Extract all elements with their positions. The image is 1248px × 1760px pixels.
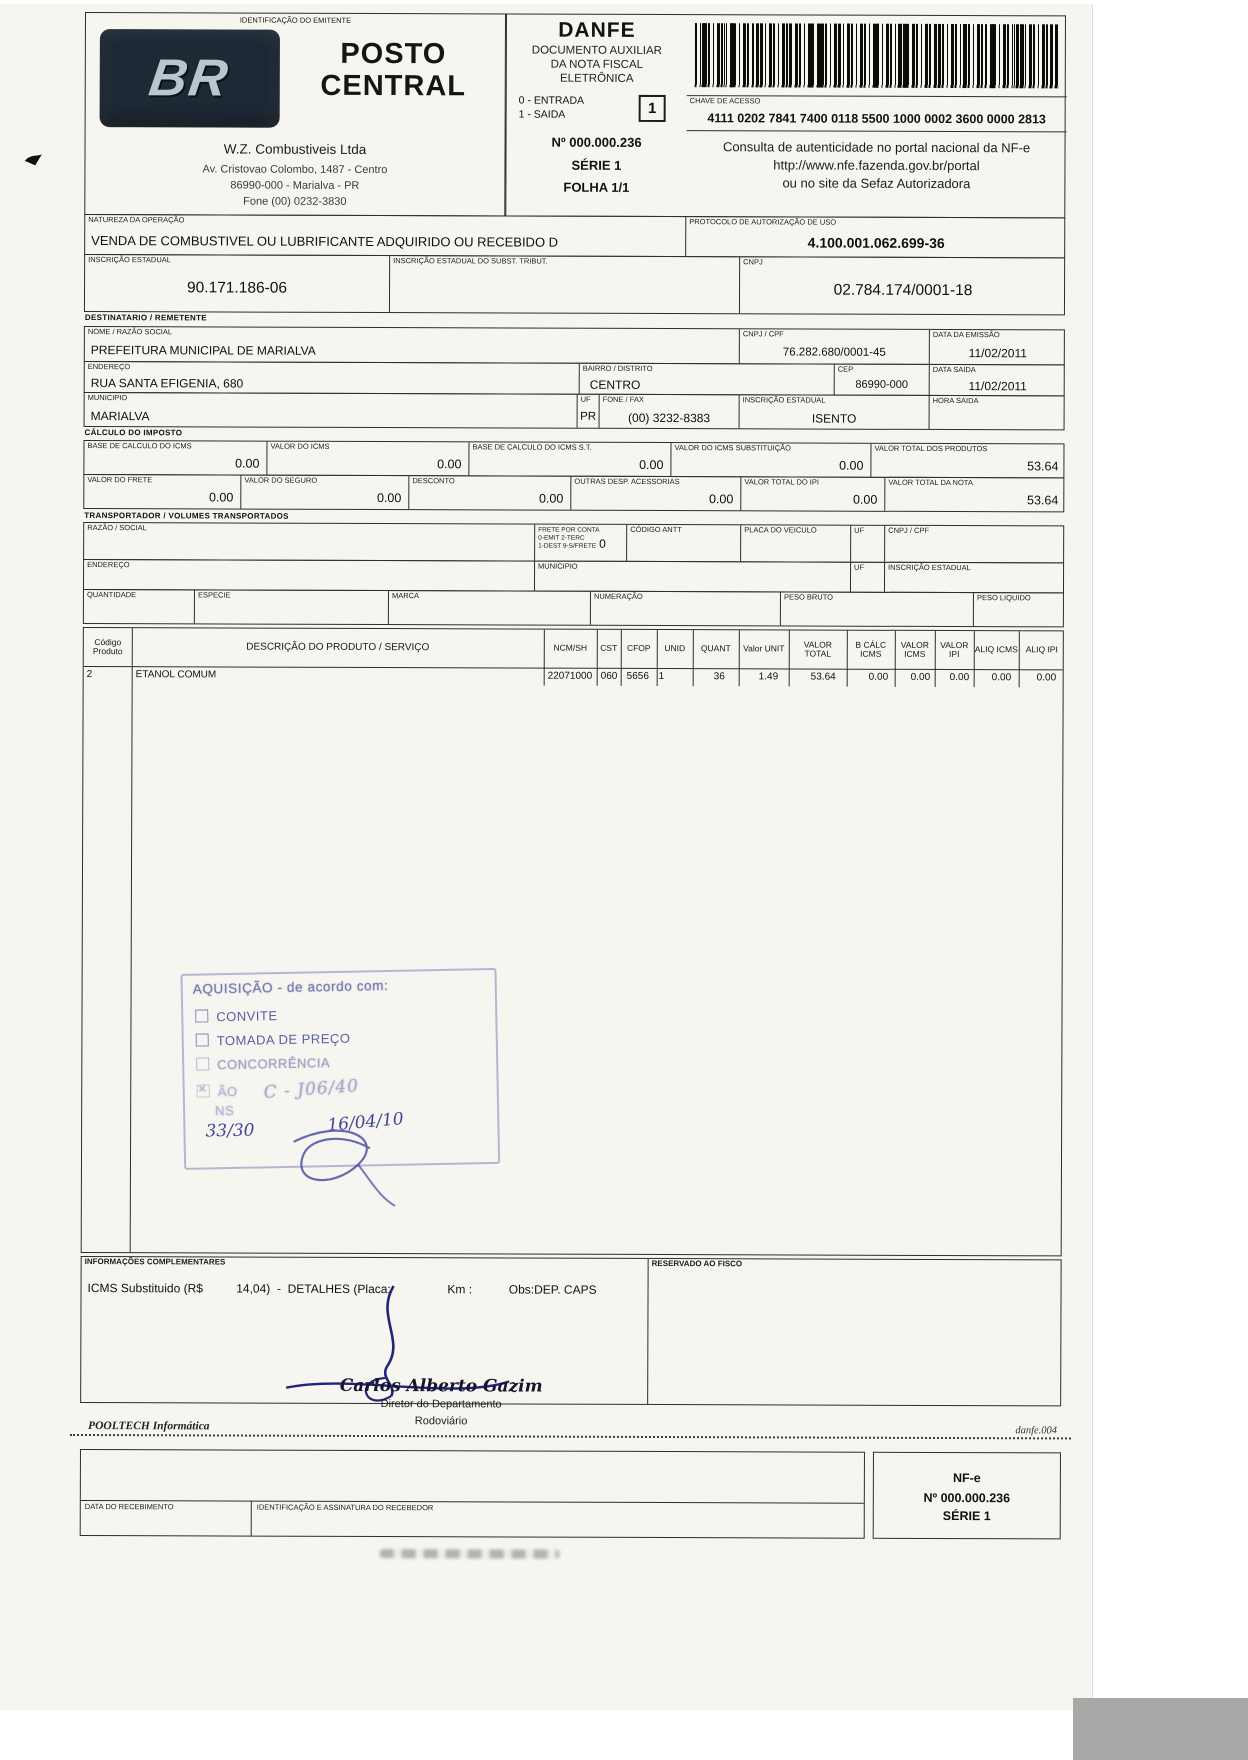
col-header-aliq-ipi: ALIQ IPI — [1025, 644, 1058, 655]
operation-type-box: 1 — [639, 95, 666, 122]
col-header-quant: QUANT — [700, 643, 731, 654]
col-header-valor-total: VALOR TOTAL — [803, 639, 832, 659]
col-header-aliq-icms: ALIQ ICMS — [974, 644, 1018, 655]
field-data-emissao: DATA DA EMISSÃO 11/02/2011 — [930, 330, 1066, 364]
field-fone: FONE / FAX (00) 3232-8383 — [600, 395, 740, 428]
ie-label: INSCRIÇÃO ESTADUAL — [88, 255, 171, 265]
field-total-ipi: VALOR TOTAL DO IPI 0.00 — [741, 477, 885, 511]
handwriting-contract: C - J06/40 — [262, 1076, 360, 1103]
emitter-section-label: IDENTIFICAÇÃO DO EMITENTE — [239, 15, 352, 25]
transportador-row1 — [83, 522, 1064, 563]
field-cnpj-dest: CNPJ / CPF 76.282.680/0001-45 — [740, 329, 930, 364]
natureza-value: VENDA DE COMBUSTIVEL OU LUBRIFICANTE ADQUIRIDO OU RECEBIDO D — [91, 233, 559, 250]
stub-serie: SÉRIE 1 — [942, 1509, 991, 1524]
stub-number: Nº 000.000.236 — [923, 1490, 1011, 1506]
danfe-title: DANFE — [558, 18, 636, 42]
field-numeracao: NUMERAÇÃO — [591, 592, 781, 626]
outras-desp-value: 0.00 — [708, 492, 734, 507]
item-aliq-ipi: 0.00 — [1036, 672, 1057, 684]
total-ipi-value: 0.00 — [852, 492, 878, 507]
stamp-option: TOMADA DE PREÇO — [196, 1031, 351, 1049]
scanner-shadow — [1073, 1698, 1248, 1760]
field-endereco-transp: ENDEREÇO — [84, 560, 535, 591]
item-cfop: 5656 — [626, 670, 649, 682]
ie-subst-label: INSCRIÇÃO ESTADUAL DO SUBST. TRIBUT. — [393, 256, 548, 266]
field-marca: MARCA — [389, 591, 591, 625]
field-hora-saida: HORA SAIDA — [932, 395, 979, 406]
field-icms-subst: VALOR DO ICMS SUBSTITUIÇÃO 0.00 — [671, 443, 871, 477]
field-endereco: ENDEREÇO RUA SANTA EFIGENIA, 680 — [85, 362, 580, 394]
emitter-name: W.Z. Combustiveis Ltda — [223, 141, 367, 157]
item-aliq-icms: 0.00 — [991, 672, 1012, 684]
cnpj-label: CNPJ — [743, 257, 763, 267]
item-cst: 060 — [600, 670, 618, 682]
col-header-cst: CST — [600, 643, 618, 654]
layout-version: danfe.004 — [1015, 1425, 1058, 1437]
stamp-option: NS — [214, 1102, 235, 1119]
icms-subst-value: 0.00 — [839, 458, 864, 473]
danfe-box — [505, 14, 687, 216]
field-seguro: VALOR DO SEGURO 0.00 — [241, 476, 409, 510]
destinatario-row1 — [84, 326, 1065, 365]
scan-artifact — [23, 151, 43, 169]
purchase-stamp — [180, 968, 500, 1170]
ie-dest-value: ISENTO — [811, 411, 857, 426]
field-desconto: DESCONTO 0.00 — [409, 476, 571, 510]
uf-value: PR — [580, 410, 597, 423]
emitter-address: Av. Cristovao Colombo, 1487 - Centro — [202, 163, 388, 177]
field-total-produtos: VALOR TOTAL DOS PRODUTOS 53.64 — [874, 443, 1059, 474]
nfe-number: Nº 000.000.236 — [551, 134, 642, 150]
field-razao-social: RAZÃO / SOCIAL — [84, 523, 535, 561]
field-nome: NOME / RAZÃO SOCIAL PREFEITURA MUNICIPAL DE MARIALVA — [85, 327, 740, 363]
item-unid: 1 — [658, 671, 665, 683]
item-ncm: 22071000 — [547, 670, 593, 682]
consulta-url: http://www.nfe.fazenda.gov.br/portal — [773, 157, 980, 174]
endereco-value: RUA SANTA EFIGENIA, 680 — [90, 376, 244, 391]
item-valor-ipi: 0.00 — [949, 672, 970, 684]
stamp-option: ✕ÃO C - J06/40 — [197, 1079, 360, 1102]
nfe-folha: FOLHA 1/1 — [563, 179, 630, 195]
software-vendor: POOLTECH Informática — [88, 1420, 210, 1433]
fisco-label: RESERVADO AO FISCO — [651, 1258, 743, 1269]
signature-role: Diretor do Departamento — [380, 1398, 502, 1411]
receipt-nfe-box — [873, 1452, 1061, 1540]
transportador-row2 — [83, 559, 1064, 593]
cnpj-value: 02.784.174/0001-18 — [833, 281, 973, 300]
field-base-icms-st: BASE DE CALCULO DO ICMS S.T. 0.00 — [469, 442, 671, 476]
header-section — [84, 12, 1066, 218]
seguro-value: 0.00 — [376, 491, 402, 506]
checkbox-icon — [195, 1009, 208, 1022]
natureza-label: NATUREZA DA OPERAÇÃO — [88, 215, 185, 225]
col-header-descricao: DESCRIÇÃO DO PRODUTO / SERVIÇO — [246, 641, 430, 654]
field-uf2-transp: UF — [851, 563, 885, 592]
valor-icms-value: 0.00 — [437, 457, 462, 472]
danfe-subtitle: ELETRÔNICA — [559, 72, 634, 85]
field-reservado-fisco — [648, 1259, 1063, 1405]
access-key-value: 4111 0202 7841 7400 0118 5500 1000 0002 3600 0000 2813 — [707, 111, 1046, 127]
desconto-value: 0.00 — [538, 491, 564, 506]
item-descricao: ETANOL COMUM — [135, 669, 217, 681]
field-frete-conta: FRETE POR CONTA 0-EMIT 2-TERC 1-DEST 9-S/FRETE 0 — [535, 525, 627, 561]
emissao-value: 11/02/2011 — [968, 346, 1027, 361]
barcode — [695, 23, 1059, 88]
field-municipio-transp: MUNICIPIO — [535, 562, 851, 592]
item-valor-icms: 0.00 — [910, 671, 931, 683]
field-cep: CEP 86990-000 — [835, 365, 930, 395]
bairro-value: CENTRO — [589, 377, 641, 392]
consulta-line: ou no site da Sefaz Autorizadora — [782, 175, 971, 192]
col-header-valor-unit: Valor UNIT — [743, 643, 785, 654]
field-protocolo — [686, 217, 1066, 257]
danfe-document — [80, 12, 1066, 1585]
col-header-bcalc-icms: B CÁLC ICMS — [855, 639, 887, 659]
item-codigo: 2 — [86, 669, 93, 681]
stub-nfe: NF-e — [952, 1471, 981, 1486]
destinatario-row3 — [84, 392, 1065, 430]
field-municipio: MUNICIPIO MARIALVA — [85, 393, 578, 428]
brand-name: POSTO CENTRAL — [320, 37, 467, 103]
signature-role2: Rodoviário — [414, 1415, 468, 1428]
col-header-cfop: CFOP — [626, 643, 651, 654]
base-icms-value: 0.00 — [235, 456, 260, 471]
signature-name: Carlos Alberto Gazim — [339, 1375, 543, 1397]
product-table — [81, 627, 1064, 1256]
field-total-nota: VALOR TOTAL DA NOTA 53.64 — [888, 477, 1059, 508]
br-logo-icon: BR — [100, 29, 280, 128]
item-quant: 36 — [713, 671, 725, 683]
receipt-signature-label: IDENTIFICAÇÃO E ASSINATURA DO RECEBEDOR — [256, 1502, 434, 1513]
field-natureza — [85, 215, 686, 256]
col-header-unid: UNID — [664, 643, 686, 654]
cep-value: 86990-000 — [855, 378, 909, 391]
protocolo-label: PROTOCOLO DE AUTORIZAÇÃO DE USO — [689, 217, 837, 227]
col-header-ncm: NCM/SH — [553, 642, 588, 654]
field-especie: ESPECIE — [195, 590, 389, 624]
cnpj-dest-value: 76.282.680/0001-45 — [782, 346, 886, 359]
access-key-cell — [687, 95, 1067, 132]
item-bcalc-icms: 0.00 — [868, 671, 889, 683]
item-valor-unit: 1.49 — [758, 671, 779, 683]
info-text: ICMS Substituido (R$ 14,04) - DETALHES (Placa: Km : Obs:DEP. CAPS — [87, 1281, 597, 1297]
receipt-date-label: DATA DO RECEBIMENTO — [84, 1502, 174, 1512]
field-quantidade: QUANTIDADE — [84, 590, 195, 623]
field-outras-desp: OUTRAS DESP. ACESSORIAS 0.00 — [571, 477, 741, 511]
handwriting-number: 33/30 — [205, 1120, 255, 1142]
transportador-row3 — [83, 589, 1064, 627]
entrada-label: 0 - ENTRADA — [518, 94, 585, 107]
field-ie-transp: INSCRIÇÃO ESTADUAL — [888, 562, 971, 573]
access-box — [686, 15, 1067, 217]
frete-value: 0.00 — [208, 490, 234, 505]
field-placa: PLACA DO VEICULO — [741, 525, 851, 561]
field-cnpj-transp: CNPJ / CPF — [888, 525, 930, 535]
emitter-box — [85, 13, 506, 215]
base-icms-st-value: 0.00 — [639, 457, 664, 473]
field-data-saida: DATA SAIDA 11/02/2011 — [930, 365, 1066, 395]
stamp-option: CONVITE — [195, 1008, 278, 1025]
col-header-valor-icms: VALOR ICMS — [900, 639, 929, 659]
field-peso-bruto: PESO BRUTO — [781, 592, 974, 626]
checkbox-checked-icon — [197, 1084, 210, 1097]
data-saida-value: 11/02/2011 — [968, 379, 1027, 394]
imposto-title: CÁLCULO DO IMPOSTO — [84, 428, 183, 438]
receipt-stub — [80, 1449, 865, 1539]
fone-value: (00) 3232-8383 — [628, 410, 711, 426]
stamp-option: CONCORRÊNCIA — [196, 1055, 330, 1073]
info-title: INFORMAÇÕES COMPLEMENTARES — [84, 1257, 226, 1267]
imposto-row2 — [83, 474, 1064, 512]
field-base-icms: BASE DE CALCULO DO ICMS 0.00 — [84, 441, 267, 475]
emitter-phone: Fone (00) 0232-3830 — [243, 195, 347, 208]
saida-label: 1 - SAIDA — [518, 108, 566, 121]
checkbox-icon — [196, 1033, 209, 1046]
ie-value: 90.171.186-06 — [187, 279, 288, 297]
emitter-city: 86990-000 - Marialva - PR — [230, 179, 360, 192]
nome-value: PREFEITURA MUNICIPAL DE MARIALVA — [90, 343, 316, 358]
operation-nature-row — [84, 214, 1065, 258]
handwriting-date: 16/04/10 — [326, 1109, 405, 1136]
table-column-line — [82, 628, 133, 1252]
danfe-subtitle: DOCUMENTO AUXILIAR — [531, 44, 662, 58]
field-bairro: BAIRRO / DISTRITO CENTRO — [580, 364, 835, 395]
field-codigo-antt: CÓDIGO ANTT — [627, 525, 741, 561]
danfe-subtitle: DA NOTA FISCAL — [550, 58, 644, 71]
total-produtos-value: 53.64 — [1027, 459, 1059, 474]
checkbox-icon — [196, 1057, 209, 1070]
field-inscricao-subst — [390, 256, 740, 313]
access-key-label: CHAVE DE ACESSO — [689, 96, 761, 106]
col-header-codigo: Código Produto — [92, 636, 123, 657]
imposto-row1 — [83, 440, 1064, 478]
field-peso-liquido: PESO LIQUIDO — [976, 593, 1031, 603]
item-valor-total: 53.64 — [810, 671, 836, 683]
frete-conta-value: 0 — [599, 536, 606, 551]
field-ie-dest: INSCRIÇÃO ESTADUAL ISENTO — [740, 395, 930, 429]
scan-smudge — [380, 1549, 560, 1559]
col-header-valor-ipi: VALOR IPI — [940, 639, 969, 660]
field-frete: VALOR DO FRETE 0.00 — [84, 475, 241, 509]
registration-row — [84, 254, 1065, 315]
field-uf: UF PR — [578, 395, 600, 428]
field-cnpj-emitente — [740, 257, 1066, 314]
stamp-signature-loop — [273, 1122, 415, 1215]
nfe-serie: SÉRIE 1 — [571, 157, 622, 173]
transportador-title: TRANSPORTADOR / VOLUMES TRANSPORTADOS — [84, 511, 289, 521]
municipio-value: MARIALVA — [90, 409, 150, 424]
stamp-title: AQUISIÇÃO - de acordo com: — [192, 977, 389, 997]
total-nota-value: 53.64 — [1026, 493, 1059, 508]
protocolo-value: 4.100.001.062.699-36 — [807, 234, 945, 252]
field-inscricao-estadual — [85, 255, 390, 312]
destinatario-title: DESTINATARIO / REMETENTE — [84, 313, 207, 323]
field-valor-icms: VALOR DO ICMS 0.00 — [267, 442, 469, 476]
consulta-line: Consulta de autenticidade no portal nacional da NF-e — [722, 139, 1031, 156]
destinatario-row2 — [84, 361, 1065, 396]
field-uf-transp: UF — [851, 526, 885, 562]
